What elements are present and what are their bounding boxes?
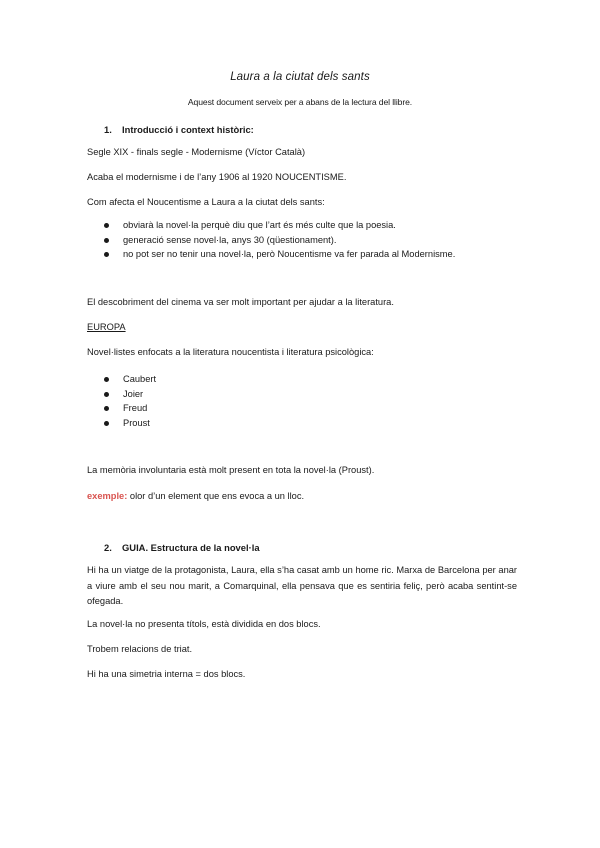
section-1-heading bbox=[104, 124, 254, 135]
paragraph-titols: La novel·la no presenta títols, està dividida en dos blocs. bbox=[87, 619, 321, 629]
paragraph-afecta: Com afecta el Noucentisme a Laura a la ciutat dels sants: bbox=[87, 197, 325, 207]
paragraph-exemple bbox=[87, 491, 304, 501]
bullet-dot-icon bbox=[104, 392, 109, 397]
paragraph-viatge: Hi ha un viatge de la protagonista, Laura, ella s’ha casat amb un home ric. Marxa de Barcelona per anar a viure amb el seu nou marit, a Comarquinal, ella pensava que es sentiria feliç, però acaba sentint-se ofegada. bbox=[87, 565, 517, 607]
paragraph-modernisme: Acaba el modernisme i de l’any 1906 al 1920 NOUCENTISME. bbox=[87, 172, 347, 182]
paragraph-novelistes: Novel·listes enfocats a la literatura noucentista i literatura psicològica: bbox=[87, 347, 374, 357]
bullet-dot-icon bbox=[104, 377, 109, 382]
section-2-number: 2. bbox=[104, 542, 112, 553]
example-label: exemple: bbox=[87, 491, 128, 501]
list-item: Proust bbox=[104, 416, 156, 431]
list-item: obviarà la novel·la perquè diu que l’art és més culte que la poesia. bbox=[104, 218, 455, 233]
noucentisme-bullet-list bbox=[104, 218, 455, 262]
list-item: generació sense novel·la, anys 30 (qüestionament). bbox=[104, 233, 455, 248]
authors-bullet-list bbox=[104, 372, 156, 430]
list-item: Caubert bbox=[104, 372, 156, 387]
paragraph-cinema: El descobriment del cinema va ser molt important per ajudar a la literatura. bbox=[87, 297, 394, 307]
bullet-dot-icon bbox=[104, 421, 109, 426]
section-1-number: 1. bbox=[104, 124, 112, 135]
list-item: Freud bbox=[104, 401, 156, 416]
section-1-title: Introducció i context històric: bbox=[122, 124, 254, 135]
list-item: no pot ser no tenir una novel·la, però Noucentisme va fer parada al Modernisme. bbox=[104, 247, 455, 262]
paragraph-relacions: Trobem relacions de triat. bbox=[87, 644, 193, 654]
document-title: Laura a la ciutat dels sants bbox=[230, 71, 370, 83]
bullet-dot-icon bbox=[104, 223, 109, 228]
paragraph-simetria: Hi ha una simetria interna = dos blocs. bbox=[87, 669, 246, 679]
section-2-heading bbox=[104, 542, 260, 553]
list-item: Joier bbox=[104, 387, 156, 402]
bullet-dot-icon bbox=[104, 252, 109, 257]
example-text: olor d’un element que ens evoca a un lloc. bbox=[127, 491, 305, 501]
bullet-dot-icon bbox=[104, 406, 109, 411]
bullet-dot-icon bbox=[104, 238, 109, 243]
paragraph-segle: Segle XIX - finals segle - Modernisme (Víctor Català) bbox=[87, 147, 306, 157]
document-subtitle: Aquest document serveix per a abans de la lectura del llibre. bbox=[187, 97, 413, 107]
paragraph-memoria: La memòria involuntaria està molt present en tota la novel·la (Proust). bbox=[87, 465, 375, 475]
section-2-title: GUIA. Estructura de la novel·la bbox=[122, 542, 260, 553]
europa-label: EUROPA bbox=[87, 322, 126, 332]
